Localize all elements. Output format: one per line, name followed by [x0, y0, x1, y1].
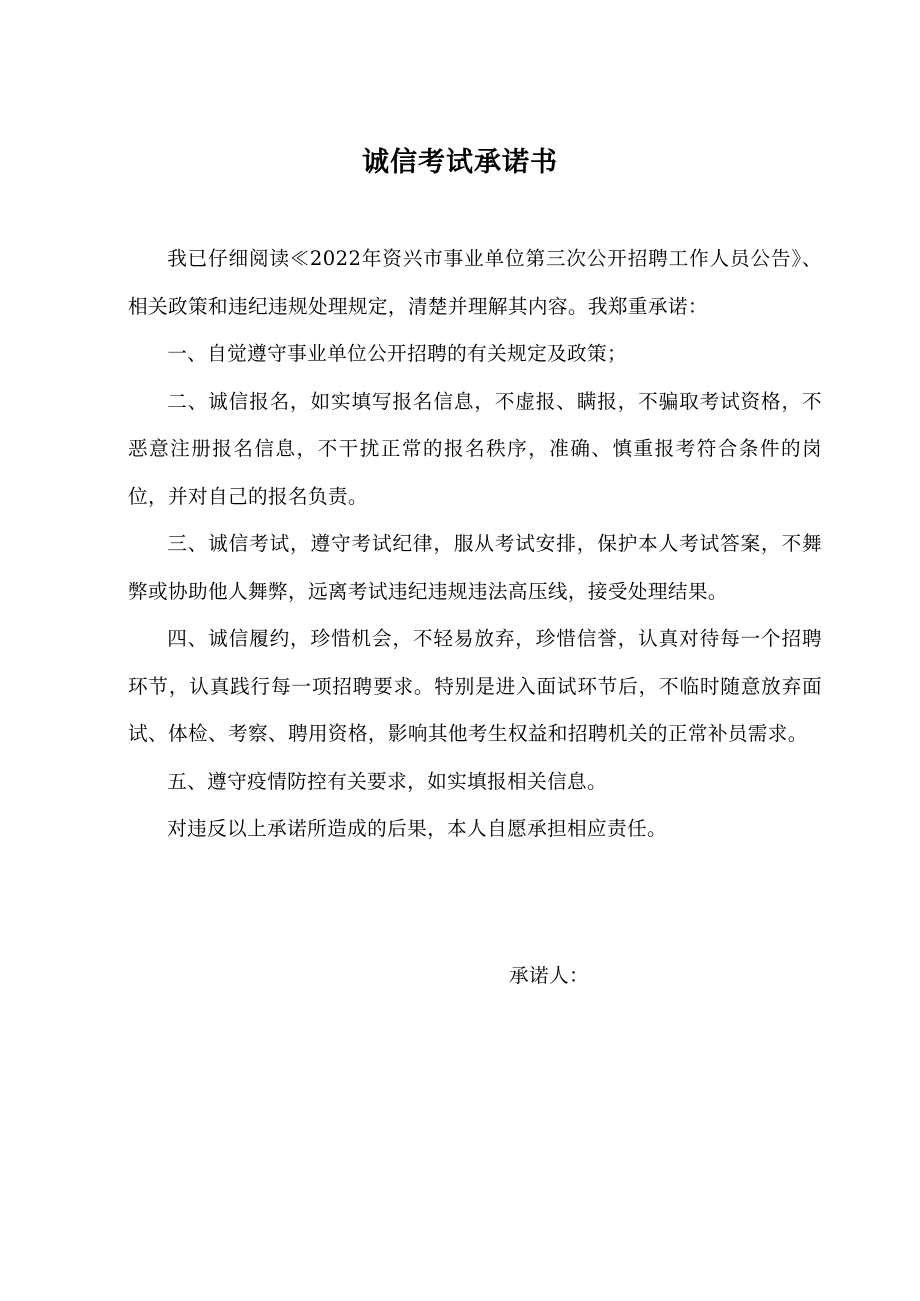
pledge-item-5: 五、遵守疫情防控有关要求，如实填报相关信息。 — [167, 769, 608, 793]
pledge-item-3: 三、诚信考试，遵守考试纪律，服从考试安排，保护本人考试答案，不舞弊或协助他人舞弊，远离考试违纪违规违法高压线，接受处理结果。 — [128, 532, 822, 603]
intro-paragraph: 我已仔细阅读≪2022年资兴市事业单位第三次公开招聘工作人员公告》、相关政策和违纪违规处理规定，清楚并理解其内容。我郑重承诺： — [128, 247, 822, 318]
document-body — [128, 235, 822, 853]
closing-paragraph: 对违反以上承诺所造成的后果，本人自愿承担相应责任。 — [167, 817, 668, 840]
pledge-item-4: 四、诚信履约，珍惜机会，不轻易放弃，珍惜信誉，认真对待每一个招聘环节，认真践行每一项招聘要求。特别是进入面试环节后，不临时随意放弃面试、体检、考察、聘用资格，影响其他考生权益和招聘机关的正常补员需求。 — [128, 627, 822, 745]
signature-label: 承诺人： — [509, 964, 589, 987]
pledge-item-1: 一、自觉遵守事业单位公开招聘的有关规定及政策； — [167, 342, 628, 365]
document-title: 诚信考试承诺书 — [362, 147, 558, 178]
pledge-item-2: 二、诚信报名，如实填写报名信息，不虚报、瞒报，不骗取考试资格，不恶意注册报名信息，不干扰正常的报名秩序，准确、慎重报考符合条件的岗位，并对自己的报名负责。 — [128, 389, 822, 508]
